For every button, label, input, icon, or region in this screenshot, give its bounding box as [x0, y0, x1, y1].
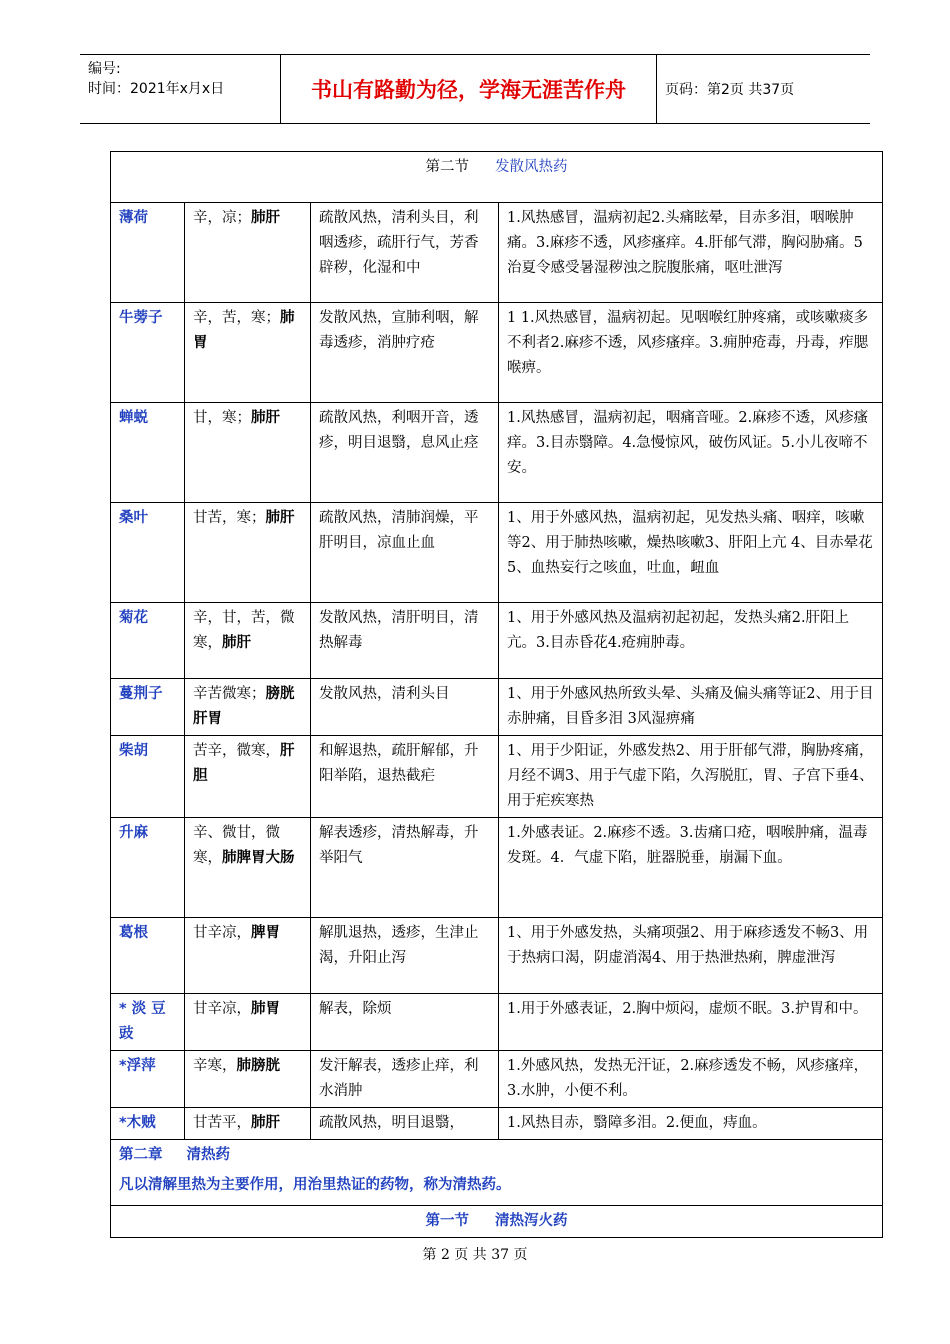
section2-number: 第一节 [425, 1213, 469, 1229]
herb-name: *木贼 [119, 1115, 156, 1131]
herb-indication: 1.风热感冒，温病初起，咽痛音哑。2.麻疹不透，风疹瘙痒。3.目赤翳障。4.急慢惊风，破伤风证。5.小儿夜啼不安。 [507, 410, 869, 476]
herb-name-cell [111, 603, 185, 679]
effect-cell [311, 679, 499, 736]
herb-meridian: 肺胃 [193, 310, 295, 351]
section2-row [111, 1206, 883, 1238]
herb-effect: 发汗解表，透疹止痒，利水消肿 [319, 1058, 479, 1099]
herb-name-cell [111, 918, 185, 994]
effect-cell [311, 503, 499, 603]
herb-effect: 解表透疹，清热解毒，升举阳气 [319, 825, 479, 866]
herb-meridian: 肺肝 [251, 210, 280, 226]
doc-number-label: 编号: [88, 61, 121, 77]
table-row [111, 1108, 883, 1140]
herb-meridian: 肺脾胃大肠 [222, 850, 295, 866]
herb-name-cell [111, 736, 185, 818]
herb-meridian: 脾胃 [251, 925, 280, 941]
indication-cell [499, 403, 883, 503]
herb-effect: 疏散风热，清肺润燥，平肝明目，凉血止血 [319, 510, 479, 551]
herb-name-cell [111, 1051, 185, 1108]
property-cell [185, 403, 311, 503]
herb-name-cell [111, 303, 185, 403]
herb-taste: 甘苦，寒； [193, 510, 266, 526]
chapter-definition: 凡以清解里热为主要作用，用治里热证的药物，称为清热药。 [119, 1177, 511, 1193]
effect-cell [311, 603, 499, 679]
table-row [111, 736, 883, 818]
header-motto: 书山有路勤为径，学海无涯苦作舟 [280, 55, 657, 123]
herb-taste: 苦辛，微寒， [193, 743, 280, 759]
herb-taste: 辛，凉； [193, 210, 251, 226]
indication-cell [499, 203, 883, 303]
herb-effect: 解表，除烦 [319, 1001, 392, 1017]
herb-effect: 和解退热，疏肝解郁，升阳举陷，退热截疟 [319, 743, 479, 784]
indication-cell [499, 1051, 883, 1108]
indication-cell [499, 736, 883, 818]
herb-taste: 辛、微甘，微寒， [193, 825, 280, 866]
herb-name: 菊花 [119, 610, 148, 626]
chapter-heading [119, 1143, 874, 1168]
section-title-cell [111, 152, 883, 203]
table-row [111, 203, 883, 303]
herb-name: 牛蒡子 [119, 310, 163, 326]
effect-cell [311, 918, 499, 994]
herb-name-cell [111, 679, 185, 736]
herb-meridian: 肺肝 [251, 410, 280, 426]
effect-cell [311, 994, 499, 1051]
section2-cell [111, 1206, 883, 1238]
herb-name: 柴胡 [119, 743, 148, 759]
section-number: 第二节 [425, 159, 469, 175]
property-cell [185, 818, 311, 918]
herb-indication: 1.风热感冒，温病初起2.头痛眩晕，目赤多泪，咽喉肿痛。3.麻疹不透，风疹瘙痒。4.肝郁气滞，胸闷胁痛。5治夏令感受暑湿秽浊之脘腹胀痛，呕吐泄泻 [507, 210, 863, 276]
herb-table [110, 151, 883, 1238]
property-cell [185, 736, 311, 818]
herb-meridian: 膀胱肝胃 [193, 686, 295, 727]
property-cell [185, 679, 311, 736]
property-cell [185, 503, 311, 603]
herb-name: *浮萍 [119, 1058, 156, 1074]
chapter-number: 第二章 [119, 1147, 163, 1163]
indication-cell [499, 918, 883, 994]
herb-name-cell [111, 203, 185, 303]
herb-taste: 甘苦平， [193, 1115, 251, 1131]
herb-name-cell [111, 818, 185, 918]
table-row [111, 818, 883, 918]
effect-cell [311, 818, 499, 918]
herb-indication: 1.外感表证。2.麻疹不透。3.齿痛口疮，咽喉肿痛，温毒发斑。4．气虚下陷，脏器脱垂，崩漏下血。 [507, 825, 868, 866]
indication-cell [499, 303, 883, 403]
indication-cell [499, 818, 883, 918]
effect-cell [311, 403, 499, 503]
herb-name: * 淡 豆豉 [119, 1001, 166, 1042]
effect-cell [311, 303, 499, 403]
section2-title: 清热泻火药 [495, 1213, 568, 1229]
herb-taste: 辛寒， [193, 1058, 237, 1074]
herb-taste: 甘辛凉， [193, 1001, 251, 1017]
table-row [111, 403, 883, 503]
herb-meridian: 肝胆 [193, 743, 295, 784]
herb-meridian: 肺胃 [251, 1001, 280, 1017]
herb-name-cell [111, 1108, 185, 1140]
herb-indication: 1、用于外感风热及温病初起初起，发热头痛2.肝阳上亢。3.目赤昏花4.疮痈肿毒。 [507, 610, 850, 651]
property-cell [185, 918, 311, 994]
herb-indication: 1 1.风热感冒，温病初起。见咽喉红肿疼痛，或咳嗽痰多不利者2.麻疹不透，风疹瘙痒。3.痈肿疮毒，丹毒，痄腮喉痹。 [507, 310, 869, 376]
herb-name: 蝉蜕 [119, 410, 148, 426]
herb-indication: 1、用于外感发热，头痛项强2、用于麻疹透发不畅3、用于热病口渴，阴虚消渴4、用于热泄热痢，脾虚泄泻 [507, 925, 869, 966]
property-cell [185, 1051, 311, 1108]
herb-effect: 发散风热，宣肺利咽，解毒透疹，消肿疗疮 [319, 310, 479, 351]
herb-effect: 解肌退热，透疹，生津止渴，升阳止泻 [319, 925, 479, 966]
herb-name-cell [111, 994, 185, 1051]
herb-effect: 发散风热，清肝明目，清热解毒 [319, 610, 479, 651]
effect-cell [311, 736, 499, 818]
indication-cell [499, 503, 883, 603]
doc-time-label: 时间：2021年x月x日 [88, 81, 225, 97]
herb-taste: 甘，寒； [193, 410, 251, 426]
herb-name: 蔓荆子 [119, 686, 163, 702]
indication-cell [499, 994, 883, 1051]
page-footer: 第 2 页 共 37 页 [422, 1247, 528, 1263]
indication-cell [499, 1108, 883, 1140]
herb-name: 薄荷 [119, 210, 148, 226]
herb-name: 葛根 [119, 925, 148, 941]
indication-cell [499, 603, 883, 679]
table-row [111, 918, 883, 994]
herb-taste: 甘辛凉， [193, 925, 251, 941]
effect-cell [311, 203, 499, 303]
effect-cell [311, 1108, 499, 1140]
herb-effect: 发散风热，清利头目 [319, 686, 450, 702]
header-meta [88, 59, 224, 99]
herb-taste: 辛，苦，寒； [193, 310, 280, 326]
table-row [111, 303, 883, 403]
herb-effect: 疏散风热，利咽开音，透疹，明目退翳，息风止痉 [319, 410, 479, 451]
herb-indication: 1.风热目赤，翳障多泪。2.便血，痔血。 [507, 1115, 767, 1131]
table-row [111, 1051, 883, 1108]
herb-name: 桑叶 [119, 510, 148, 526]
table-row [111, 603, 883, 679]
chapter-cell [111, 1140, 883, 1206]
herb-effect: 疏散风热，清利头目，利咽透疹，疏肝行气，芳香辟秽，化湿和中 [319, 210, 479, 276]
table-row [111, 679, 883, 736]
herb-indication: 1、用于外感风热，温病初起，见发热头痛、咽痒，咳嗽等2、用于肺热咳嗽，燥热咳嗽3、肝阳上亢 4、目赤晕花 5、血热妄行之咳血，吐血，衄血 [507, 510, 873, 576]
header-page-info: 页码：第2页 共37页 [665, 82, 795, 98]
property-cell [185, 994, 311, 1051]
property-cell [185, 203, 311, 303]
herb-taste: 辛苦微寒； [193, 686, 266, 702]
herb-indication: 1.外感风热，发热无汗证，2.麻疹透发不畅，风疹瘙痒，3.水肿，小便不利。 [507, 1058, 869, 1099]
herb-name-cell [111, 403, 185, 503]
property-cell [185, 303, 311, 403]
table-row [111, 994, 883, 1051]
herb-indication: 1、用于少阳证，外感发热2、用于肝郁气滞，胸胁疼痛，月经不调3、用于气虚下陷，久泻脱肛，胃、子宫下垂4、用于疟疾寒热 [507, 743, 874, 809]
property-cell [185, 603, 311, 679]
herb-meridian: 肺肝 [265, 510, 295, 526]
herb-indication: 1.用于外感表证，2.胸中烦闷，虚烦不眠。3.护胃和中。 [507, 1001, 868, 1017]
herb-meridian: 肺肝 [222, 635, 251, 651]
herb-name-cell [111, 503, 185, 603]
herb-indication: 1、用于外感风热所致头晕、头痛及偏头痛等证2、用于目赤肿痛，目昏多泪 3风湿痹痛 [507, 686, 874, 727]
indication-cell [499, 679, 883, 736]
herb-meridian: 肺肝 [251, 1115, 280, 1131]
section-header-row [111, 152, 883, 203]
table-row [111, 503, 883, 603]
chapter-title: 清热药 [186, 1147, 230, 1163]
chapter-row [111, 1140, 883, 1206]
herb-name: 升麻 [119, 825, 148, 841]
herb-meridian: 肺膀胱 [236, 1058, 280, 1074]
page-header [80, 54, 870, 124]
herb-taste: 辛，甘，苦，微寒， [193, 610, 295, 651]
property-cell [185, 1108, 311, 1140]
herb-effect: 疏散风热，明目退翳， [319, 1115, 464, 1131]
section-title: 发散风热药 [495, 159, 568, 175]
effect-cell [311, 1051, 499, 1108]
